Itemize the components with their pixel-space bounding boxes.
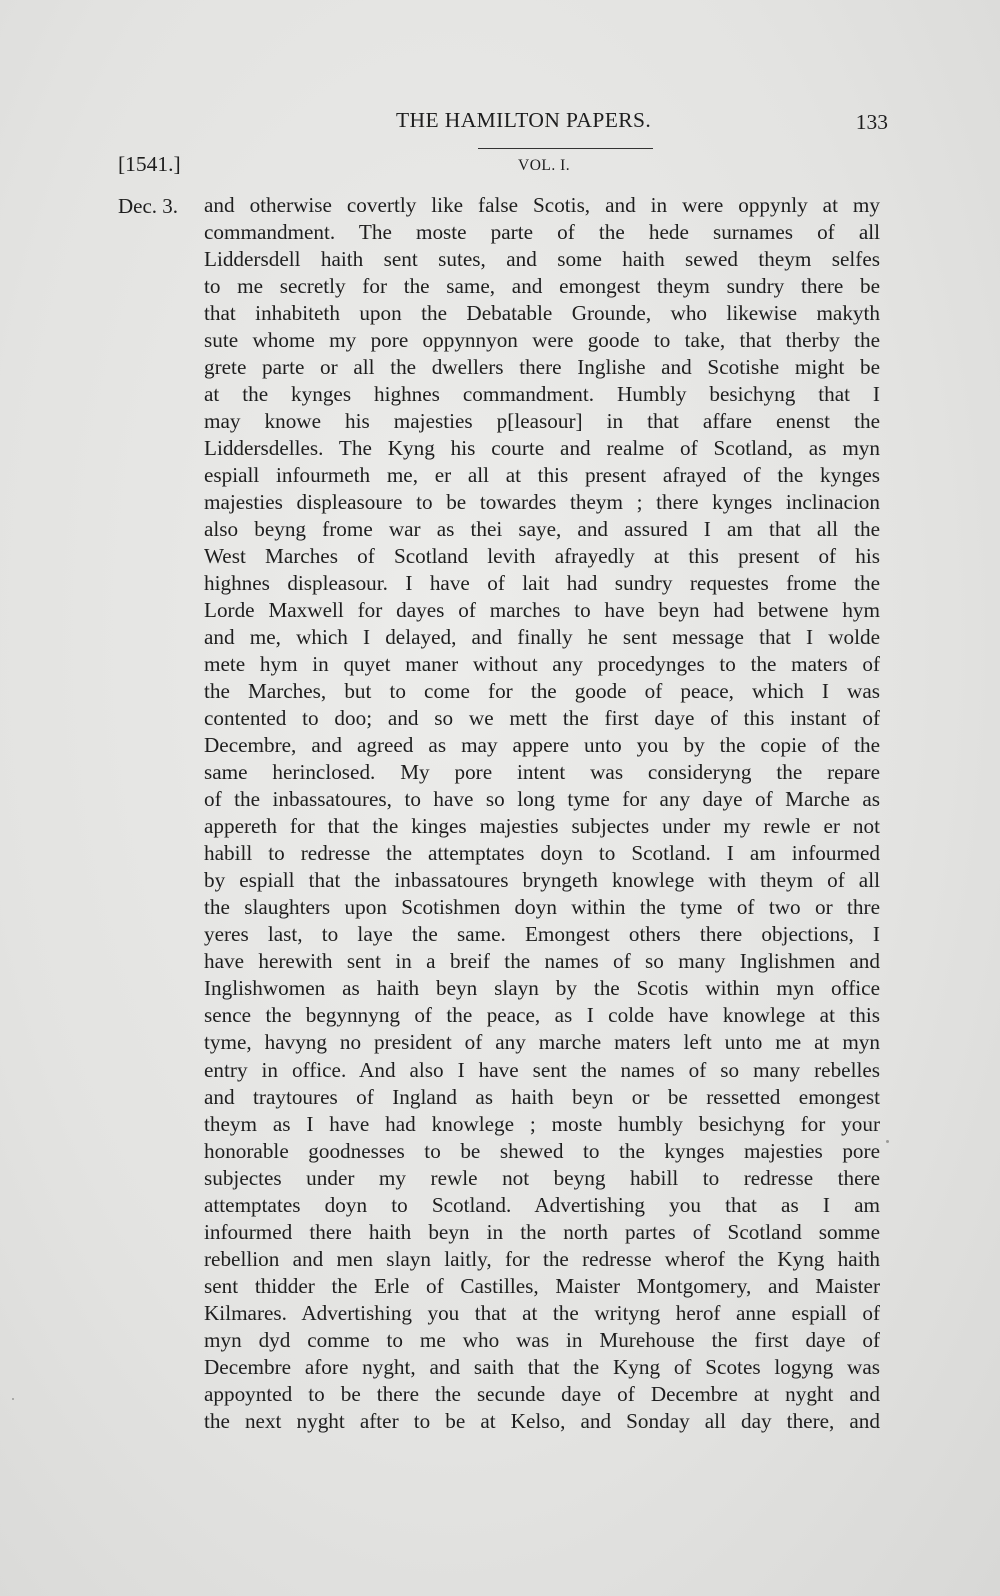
text-line: that inhabiteth upon the Debatable Grounde, who likewise makyth <box>204 301 880 326</box>
text-line: Liddersdell haith sent sutes, and some haith sewed theym selfes <box>204 247 880 272</box>
text-line: yeres last, to laye the same. Emongest others there objections, I <box>204 922 880 947</box>
text-line: infourmed there haith beyn in the north partes of Scotland somme <box>204 1219 880 1244</box>
text-line: myn dyd comme to me who was in Murehouse the first daye of <box>204 1327 880 1352</box>
text-line: Decembre afore nyght, and saith that the Kyng of Scotes logyng was <box>204 1354 880 1379</box>
text-line: contented to doo; and so we mett the first daye of this instant of <box>204 706 880 731</box>
text-line: theym as I have had knowlege ; moste humbly besichyng for your <box>204 1111 880 1136</box>
text-line: West Marches of Scotland levith afrayedly at this present of his <box>204 544 880 569</box>
paper-speck <box>12 1398 14 1400</box>
text-line: to me secretly for the same, and emongest theym sundry there be <box>204 274 880 299</box>
text-line: Decembre, and agreed as may appere unto you by the copie of the <box>204 733 880 758</box>
text-line: highnes displeasour. I have of lait had sundry requestes frome the <box>204 571 880 596</box>
text-line: the Marches, but to come for the goode of peace, which I was <box>204 679 880 704</box>
page-number: 133 <box>855 110 888 134</box>
header-rule <box>478 148 653 149</box>
text-line: espiall infourmeth me, er all at this present afrayed of the kynges <box>204 463 880 488</box>
text-line: sent thidder the Erle of Castilles, Maister Montgomery, and Maister <box>204 1273 880 1298</box>
text-line: sute whome my pore oppynnyon were goode to take, that therby the <box>204 328 880 353</box>
text-line: rebellion and men slayn laitly, for the redresse wherof the Kyng haith <box>204 1246 880 1271</box>
text-line: and me, which I delayed, and finally he sent message that I wolde <box>204 625 880 650</box>
text-line: same herinclosed. My pore intent was consideryng the repare <box>204 760 880 785</box>
text-line: appoynted to be there the secunde daye of Decembre at nyght and <box>204 1381 880 1406</box>
volume-label: VOL. I. <box>518 157 571 174</box>
text-line: tyme, havyng no president of any marche maters left unto me at myn <box>204 1030 880 1055</box>
text-line: the slaughters upon Scotishmen doyn within the tyme of two or thre <box>204 895 880 920</box>
text-line: grete parte or all the dwellers there Inglishe and Scotishe might be <box>204 355 880 380</box>
text-line: entry in office. And also I have sent the names of so many rebelles <box>204 1057 880 1082</box>
text-line: of the inbassatoures, to have so long tyme for any daye of Marche as <box>204 787 880 812</box>
text-line: and traytoures of Ingland as haith beyn or be ressetted emongest <box>204 1084 880 1109</box>
text-line: mete hym in quyet maner without any procedynges to the maters of <box>204 652 880 677</box>
text-line: by espiall that the inbassatoures bryngeth knowlege with theym of all <box>204 868 880 893</box>
text-line: commandment. The moste parte of the hede surnames of all <box>204 220 880 245</box>
text-line: have herewith sent in a breif the names of so many Inglishmen and <box>204 949 880 974</box>
text-line: Lorde Maxwell for dayes of marches to have beyn had betwene hym <box>204 598 880 623</box>
text-line: Kilmares. Advertishing you that at the writyng herof anne espiall of <box>204 1300 880 1325</box>
body-text <box>204 192 880 1435</box>
running-title: THE HAMILTON PAPERS. <box>396 108 652 132</box>
text-line: attemptates doyn to Scotland. Advertishing you that as I am <box>204 1192 880 1217</box>
text-line: at the kynges highnes commandment. Humbly besichyng that I <box>204 382 880 407</box>
text-line: majesties displeasoure to be towardes theym ; there kynges inclinacion <box>204 490 880 515</box>
text-line: and otherwise covertly like false Scotis, and in were oppynly at my <box>204 193 880 217</box>
text-line: habill to redresse the attemptates doyn to Scotland. I am infourmed <box>204 841 880 866</box>
text-line: appereth for that the kinges majesties subjectes under my rewle er not <box>204 814 880 839</box>
text-line: Liddersdelles. The Kyng his courte and realme of Scotland, as myn <box>204 436 880 461</box>
year-marker: [1541.] <box>118 152 181 176</box>
text-line: Inglishwomen as haith beyn slayn by the Scotis within myn office <box>204 976 880 1001</box>
text-line: subjectes under my rewle not beyng habill to redresse there <box>204 1165 880 1190</box>
text-line: honorable goodnesses to be shewed to the kynges majesties pore <box>204 1138 880 1163</box>
text-line: the next nyght after to be at Kelso, and Sonday all day there, and <box>204 1408 880 1433</box>
text-line: may knowe his majesties p[leasour] in that affare enenst the <box>204 409 880 434</box>
text-line: sence the begynnyng of the peace, as I colde have knowlege at this <box>204 1003 880 1028</box>
margin-date: Dec. 3. <box>118 194 179 218</box>
text-line: also beyng frome war as thei saye, and assured I am that all the <box>204 517 880 542</box>
paper-speck <box>886 1140 889 1143</box>
